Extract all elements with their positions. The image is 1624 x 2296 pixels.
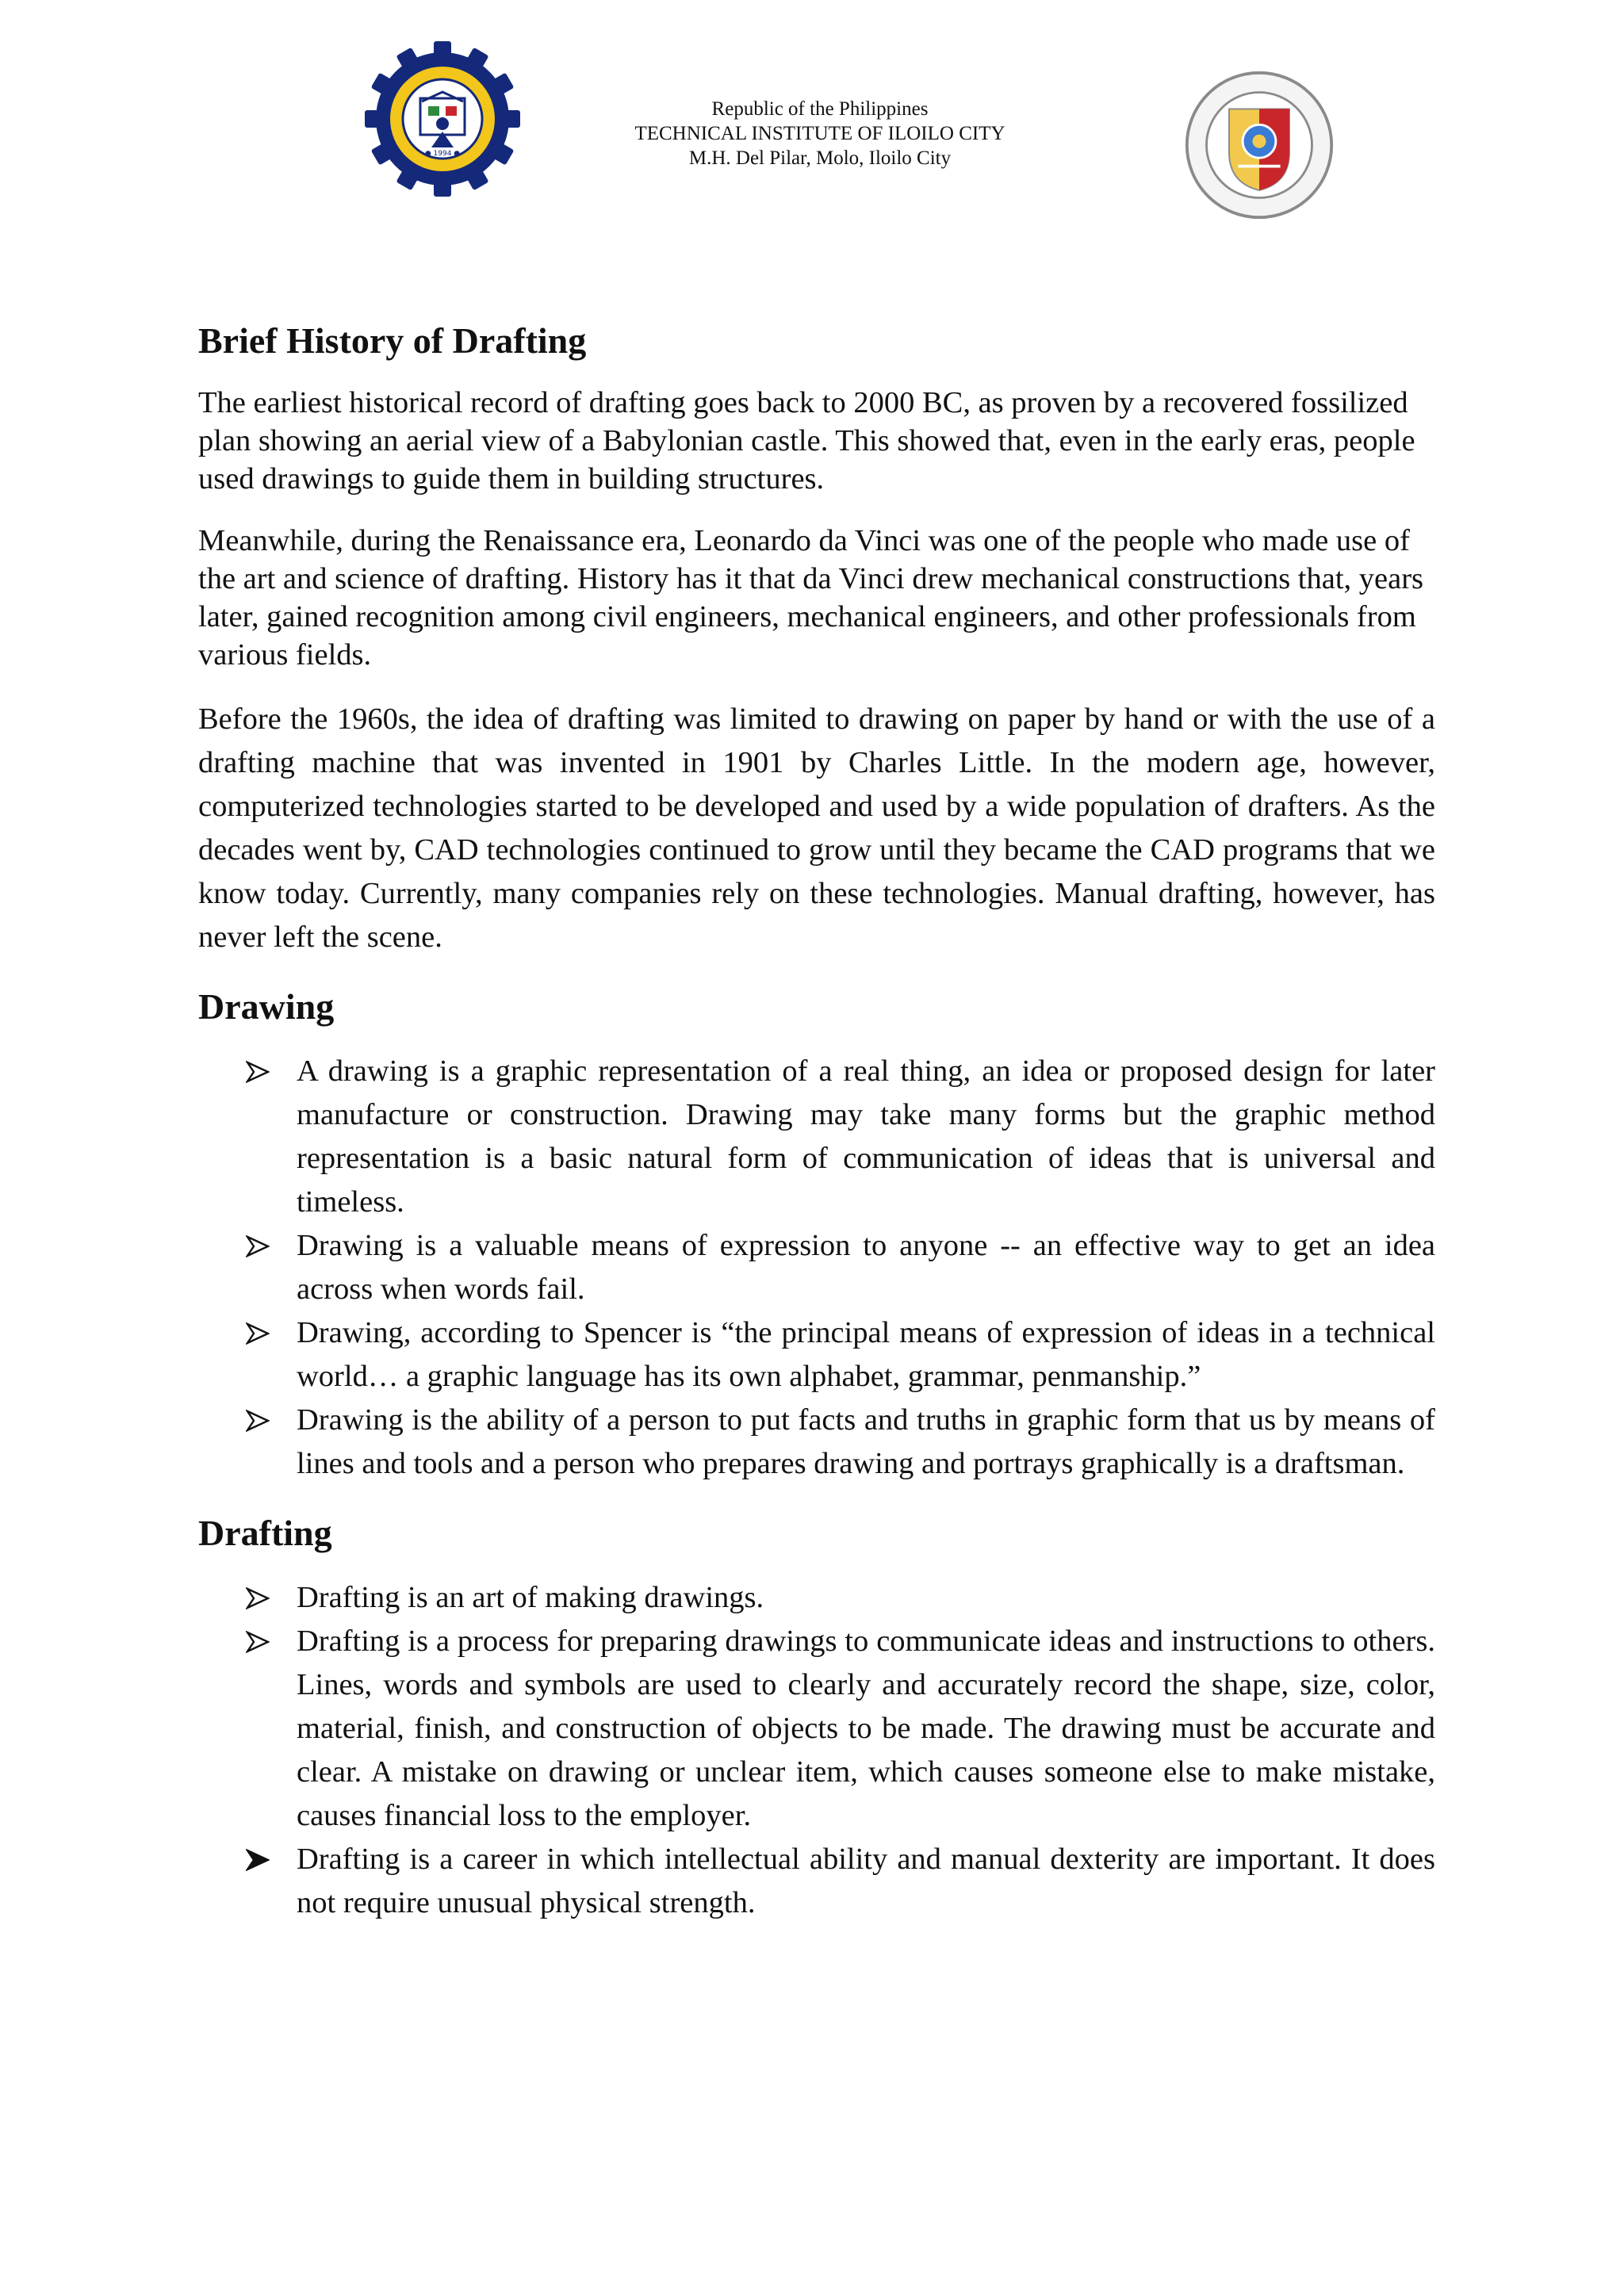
- svg-text:● 1994 ●: ● 1994 ●: [424, 150, 461, 158]
- letterhead-text: [574, 97, 1066, 170]
- arrow-bullet-icon: [246, 1576, 278, 1620]
- drawing-list-item-text: Drawing is the ability of a person to put facts and truths in graphic form that us by means of lines and tools and a person who prepares drawing and portrays graphically is a draftsman.: [297, 1403, 1435, 1480]
- arrow-bullet-icon: [246, 1399, 278, 1442]
- drawing-list-item-text: A drawing is a graphic representation of a real thing, an idea or proposed design for later manufacture or construction. Drawing may take many forms but the graphic method representation is a basic natural form of communication of ideas that is universal and timeless.: [297, 1054, 1435, 1219]
- drafting-list-item: [198, 1576, 1435, 1620]
- arrow-bullet-icon: [246, 1838, 278, 1881]
- header-line-address: M.H. Del Pilar, Molo, Iloilo City: [688, 147, 952, 169]
- drawing-list-item: [198, 1050, 1435, 1224]
- institute-gear-seal-icon: [363, 40, 522, 198]
- drafting-list-item-text: Drafting is a process for preparing drawings to communicate ideas and instructions to others. Lines, words and symbols are used to clearly and accurately record the shape, size, color, material, finish, and construction of objects to be made. The drawing must be accurate and clear. A mistake on drawing or unclear item, which causes someone else to make mistake, causes financial loss to the employer.: [297, 1624, 1435, 1832]
- header-line-institute: TECHNICAL INSTITUTE OF ILOILO CITY: [634, 123, 1005, 144]
- letterhead: [0, 0, 1624, 238]
- history-paragraph-3: Before the 1960s, the idea of drafting was limited to drawing on paper by hand or with the use of a drafting machine that was invented in 1901 by Charles Little. In the modern age, however, computerized technologies started to be developed and used by a wide population of drafters. As the decades went by, CAD technologies continued to grow until they became the CAD programs that we know today. Currently, many companies rely on these technologies. Manual drafting, however, has never left the scene.: [198, 702, 1435, 954]
- history-heading: Brief History of Drafting: [198, 320, 587, 361]
- drafting-heading: Drafting: [198, 1513, 332, 1553]
- drafting-list-item: [198, 1838, 1435, 1925]
- arrow-bullet-icon: [246, 1050, 278, 1093]
- drafting-list-item-text: Drafting is an art of making drawings.: [297, 1581, 764, 1614]
- drafting-list: [198, 1576, 1435, 1925]
- arrow-bullet-icon: [246, 1224, 278, 1268]
- drawing-list-item-text: Drawing, according to Spencer is “the principal means of expression of ideas in a technical world… a graphic language has its own alphabet, grammar, penmanship.”: [297, 1316, 1435, 1393]
- arrow-bullet-icon: [246, 1620, 278, 1663]
- history-paragraph-1: The earliest historical record of drafting goes back to 2000 BC, as proven by a recovered fossilized plan showing an aerial view of a Babylonian castle. This showed that, even in the early eras, people used drawings to guide them in building structures.: [198, 386, 1415, 496]
- header-line-republic: Republic of the Philippines: [711, 98, 929, 120]
- drawing-list-item: [198, 1311, 1435, 1399]
- arrow-bullet-icon: [246, 1311, 278, 1355]
- drawing-list-item: [198, 1224, 1435, 1311]
- drawing-list-item: [198, 1399, 1435, 1486]
- drafting-list-item: [198, 1620, 1435, 1838]
- history-paragraph-2: Meanwhile, during the Renaissance era, Leonardo da Vinci was one of the people who made use of the art and science of drafting. History has it that da Vinci drew mechanical constructions that, years later, gained recognition among civil engineers, mechanical engineers, and other professionals from various fields.: [198, 524, 1424, 672]
- drawing-list: [198, 1050, 1435, 1486]
- document-body: [198, 317, 1435, 1949]
- drawing-heading: Drawing: [198, 986, 335, 1027]
- drawing-list-item-text: Drawing is a valuable means of expression to anyone -- an effective way to get an idea across when words fail.: [297, 1229, 1435, 1306]
- drafting-list-item-text: Drafting is a career in which intellectual ability and manual dexterity are important. It does not require unusual physical strength.: [297, 1843, 1435, 1919]
- city-of-iloilo-seal-icon: [1184, 70, 1335, 220]
